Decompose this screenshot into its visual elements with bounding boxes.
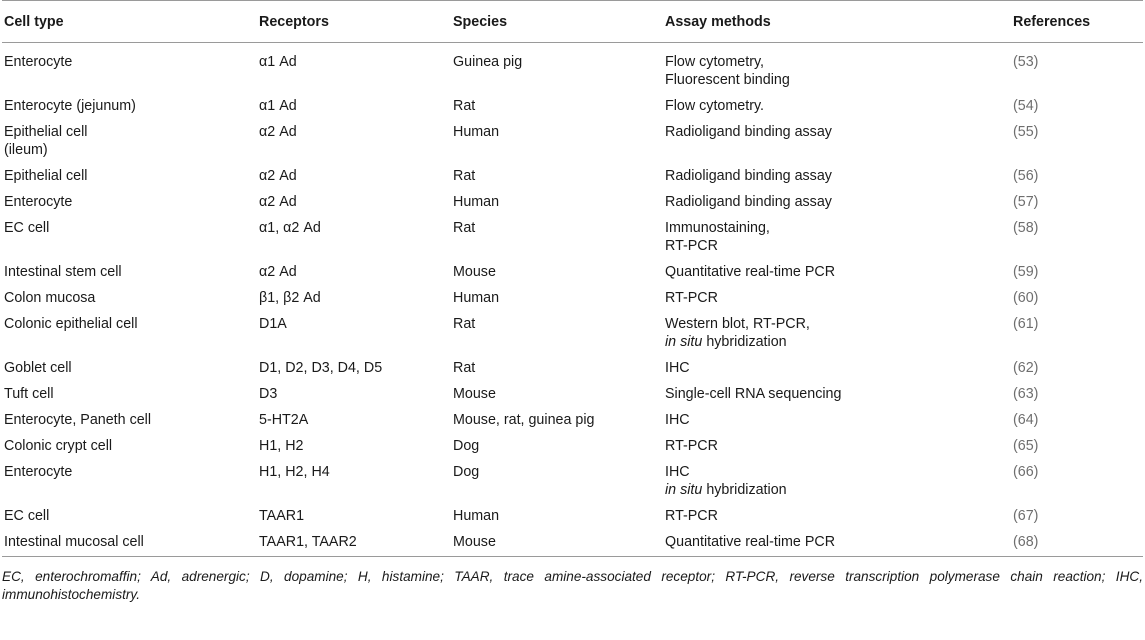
species-cell: Human — [453, 124, 500, 140]
table-row — [2, 381, 1143, 407]
table-row — [2, 259, 1143, 285]
species-cell: Mouse — [453, 534, 496, 550]
cell-type-cell: Colonic crypt cell — [4, 438, 113, 454]
receptors-cell: α1 Ad — [259, 98, 297, 114]
receptors-cell: α1, α2 Ad — [259, 220, 321, 236]
table-row — [2, 503, 1143, 529]
assay-line: Radioligand binding assay — [665, 168, 832, 184]
receptors-cell: α2 Ad — [259, 264, 297, 280]
assay-term-rest: hybridization — [702, 482, 787, 498]
table-row — [2, 163, 1143, 189]
cell-type-cell: EC cell — [4, 508, 50, 524]
assay-methods-cell — [663, 119, 1011, 163]
assay-methods-cell — [663, 407, 1011, 433]
receptors-cell: D1A — [259, 316, 287, 332]
assay-line: RT-PCR — [665, 238, 718, 254]
receptors-cell: α2 Ad — [259, 194, 297, 210]
assay-line: IHC — [665, 360, 690, 376]
cell-type-cell: Epithelial cell — [4, 168, 88, 184]
assay-methods-cell — [663, 43, 1011, 94]
table-row — [2, 529, 1143, 557]
assay-italic-term: in situ — [665, 482, 703, 498]
cell-type-cell: Colonic epithelial cell — [4, 316, 138, 332]
table-row — [2, 407, 1143, 433]
table-row — [2, 43, 1143, 94]
reference-link[interactable]: (56) — [1013, 168, 1039, 184]
species-cell: Rat — [453, 168, 476, 184]
reference-link[interactable]: (55) — [1013, 124, 1039, 140]
table-row — [2, 215, 1143, 259]
receptor-table — [2, 0, 1143, 557]
species-cell: Human — [453, 508, 500, 524]
reference-link[interactable]: (53) — [1013, 54, 1039, 70]
cell-type-cell: Enterocyte, Paneth cell — [4, 412, 152, 428]
receptors-cell: α1 Ad — [259, 54, 297, 70]
header-species: Species — [453, 13, 508, 30]
assay-methods-cell — [663, 163, 1011, 189]
assay-line: IHC — [665, 412, 690, 428]
assay-line: RT-PCR — [665, 508, 718, 524]
species-cell: Rat — [453, 220, 476, 236]
species-cell: Human — [453, 290, 500, 306]
receptors-cell: D3 — [259, 386, 278, 402]
table-row — [2, 93, 1143, 119]
header-row — [2, 1, 1143, 43]
cell-type-cell: Colon mucosa — [4, 290, 96, 306]
cell-type-cell: Tuft cell — [4, 386, 54, 402]
receptors-cell: D1, D2, D3, D4, D5 — [259, 360, 383, 376]
table-row — [2, 119, 1143, 163]
assay-line: Western blot, RT-PCR, — [665, 316, 810, 332]
table-row — [2, 311, 1143, 355]
receptors-cell: TAAR1 — [259, 508, 305, 524]
cell-type-cell: Intestinal mucosal cell — [4, 534, 144, 550]
assay-italic-term: in situ — [665, 334, 703, 350]
table-body — [2, 43, 1143, 557]
assay-line: Radioligand binding assay — [665, 124, 832, 140]
table-row — [2, 433, 1143, 459]
cell-type-cell: Enterocyte — [4, 464, 73, 480]
table-footnote: EC, enterochromaffin; Ad, adrenergic; D, dopamine; H, histamine; TAAR, trace amine-associated receptor; RT-PCR, reverse transcription polymerase chain reaction; IHC, immunohistochemistry. — [2, 569, 1143, 602]
cell-type-cell: Enterocyte (jejunum) — [4, 98, 136, 114]
assay-line — [665, 481, 1011, 499]
assay-line: RT-PCR — [665, 438, 718, 454]
reference-link[interactable]: (64) — [1013, 412, 1039, 428]
header-references: References — [1013, 13, 1091, 30]
receptors-cell: β1, β2 Ad — [259, 290, 321, 306]
receptors-cell: α2 Ad — [259, 124, 297, 140]
assay-line: Single-cell RNA sequencing — [665, 386, 842, 402]
species-cell: Guinea pig — [453, 54, 523, 70]
assay-methods-cell — [663, 215, 1011, 259]
receptors-cell: H1, H2, H4 — [259, 464, 330, 480]
assay-line: IHC — [665, 464, 690, 480]
assay-methods-cell — [663, 433, 1011, 459]
header-cell-type: Cell type — [4, 13, 64, 30]
table-row — [2, 189, 1143, 215]
assay-line: Flow cytometry, — [665, 54, 765, 70]
assay-line: Quantitative real-time PCR — [665, 264, 836, 280]
assay-methods-cell — [663, 311, 1011, 355]
assay-methods-cell — [663, 381, 1011, 407]
table-row — [2, 355, 1143, 381]
reference-link[interactable]: (63) — [1013, 386, 1039, 402]
species-cell: Rat — [453, 98, 476, 114]
header-receptors: Receptors — [259, 13, 329, 30]
assay-methods-cell — [663, 259, 1011, 285]
reference-link[interactable]: (57) — [1013, 194, 1039, 210]
assay-methods-cell — [663, 529, 1011, 557]
reference-link[interactable]: (54) — [1013, 98, 1039, 114]
table-header — [2, 1, 1143, 43]
assay-line: Fluorescent binding — [665, 72, 790, 88]
reference-link[interactable]: (62) — [1013, 360, 1039, 376]
species-cell: Dog — [453, 438, 480, 454]
reference-link[interactable]: (58) — [1013, 220, 1039, 236]
assay-term-rest: hybridization — [702, 334, 787, 350]
reference-link[interactable]: (59) — [1013, 264, 1039, 280]
cell-type-cell: Goblet cell — [4, 360, 72, 376]
reference-link[interactable]: (67) — [1013, 508, 1039, 524]
receptors-cell: α2 Ad — [259, 168, 297, 184]
cell-type-cell: EC cell — [4, 220, 50, 236]
receptors-cell: TAAR1, TAAR2 — [259, 534, 357, 550]
assay-methods-cell — [663, 189, 1011, 215]
assay-line: Immunostaining, — [665, 220, 770, 236]
assay-methods-cell — [663, 93, 1011, 119]
cell-type-cell: Enterocyte — [4, 54, 73, 70]
cell-type-cell: Epithelial cell (ileum) — [4, 124, 88, 158]
table-row — [2, 459, 1143, 503]
receptors-cell: H1, H2 — [259, 438, 304, 454]
cell-type-cell: Intestinal stem cell — [4, 264, 122, 280]
assay-line: RT-PCR — [665, 290, 718, 306]
species-cell: Rat — [453, 316, 476, 332]
species-cell: Rat — [453, 360, 476, 376]
cell-type-cell: Enterocyte — [4, 194, 73, 210]
assay-line: Flow cytometry. — [665, 98, 765, 114]
assay-line: Quantitative real-time PCR — [665, 534, 836, 550]
receptors-cell: 5-HT2A — [259, 412, 309, 428]
table-row — [2, 285, 1143, 311]
species-cell: Mouse — [453, 264, 496, 280]
reference-link[interactable]: (60) — [1013, 290, 1039, 306]
reference-link[interactable]: (61) — [1013, 316, 1039, 332]
assay-methods-cell — [663, 459, 1011, 503]
reference-link[interactable]: (65) — [1013, 438, 1039, 454]
species-cell: Mouse, rat, guinea pig — [453, 412, 595, 428]
assay-line: Radioligand binding assay — [665, 194, 832, 210]
assay-methods-cell — [663, 503, 1011, 529]
assay-methods-cell — [663, 285, 1011, 311]
header-assay-methods: Assay methods — [665, 13, 771, 30]
reference-link[interactable]: (68) — [1013, 534, 1039, 550]
assay-methods-cell — [663, 355, 1011, 381]
reference-link[interactable]: (66) — [1013, 464, 1039, 480]
species-cell: Dog — [453, 464, 480, 480]
species-cell: Human — [453, 194, 500, 210]
assay-line — [665, 333, 1011, 351]
species-cell: Mouse — [453, 386, 496, 402]
